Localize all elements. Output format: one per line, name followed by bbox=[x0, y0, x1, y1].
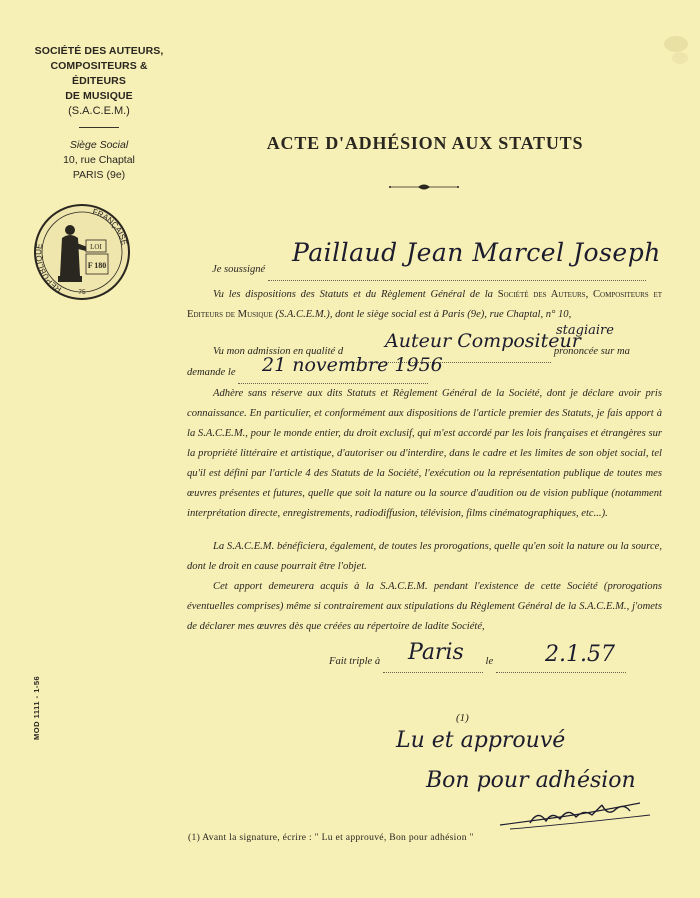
benefit-text: La S.A.C.E.M. bénéficiera, également, de toutes les prorogations, quelle qu'en soit la nature ou la source, dont le droit en cause pourrait être l'objet. bbox=[187, 541, 662, 572]
seal-right-text: FRANÇAISE bbox=[91, 207, 129, 247]
paragraph-dispositions bbox=[187, 285, 662, 325]
paper-stain bbox=[658, 30, 694, 70]
headquarters-label: Siège Social bbox=[69, 139, 129, 151]
paragraph-apport bbox=[187, 577, 662, 637]
title-ornament-icon bbox=[388, 182, 460, 192]
apport-text: Cet apport demeurera acquis à la S.A.C.E.M. pendant l'existence de cette Société (prorogations éventuelles comprises) même si contrairement aux stipulations du Règlement Général de la S.A.C.E.M., j'omets de déclarer mes œuvres dès que créées au répertoire de ladite Société, bbox=[187, 581, 662, 632]
handwritten-approval-2: Bon pour adhésion bbox=[426, 768, 636, 793]
headquarters-street: 10, rue Chaptal bbox=[63, 154, 135, 166]
seal-loi-text: LOI bbox=[90, 243, 102, 251]
admission-suffix: prononcée sur ma bbox=[553, 346, 630, 357]
handwritten-quality: Auteur Compositeur bbox=[385, 330, 581, 352]
headquarters-city: PARIS (9e) bbox=[72, 169, 126, 181]
undersigned-label: Je soussigné bbox=[212, 264, 266, 275]
handwritten-name: Paillaud Jean Marcel Joseph bbox=[292, 238, 661, 267]
seal-left-text: RÉPUBLIQUE bbox=[34, 242, 64, 295]
fait-label: Fait triple à bbox=[329, 656, 381, 667]
letterhead-divider bbox=[79, 127, 119, 128]
form-code: MOD 1111 - 1-56 bbox=[32, 675, 41, 740]
fiscal-stamp-seal bbox=[32, 202, 132, 302]
document-title: ACTE D'ADHÉSION AUX STATUTS bbox=[266, 133, 584, 153]
dispositions-text-a: Vu les dispositions des Statuts et du Règlement Général de la bbox=[213, 289, 493, 300]
organization-name: SOCIÉTÉ DES AUTEURS, COMPOSITEURS & ÉDITEURS DE MUSIQUE bbox=[34, 45, 164, 102]
organization-abbreviation: (S.A.C.E.M.) bbox=[68, 105, 130, 117]
dispositions-text-b: (S.A.C.E.M.), dont le siège social est à Paris (9e), rue Chaptal, n° 10, bbox=[275, 309, 572, 320]
paragraph-adhere bbox=[187, 384, 662, 524]
handwritten-demand-date: 21 novembre 1956 bbox=[262, 354, 443, 376]
handwritten-date: 2.1.57 bbox=[545, 642, 615, 667]
handwritten-place: Paris bbox=[408, 640, 464, 665]
admission-label: Vu mon admission en qualité d bbox=[213, 346, 344, 357]
handwritten-quality-extra: stagiaire bbox=[556, 323, 614, 338]
seal-number: 75 bbox=[78, 289, 86, 296]
handwritten-approval-1: Lu et approuvé bbox=[396, 728, 566, 753]
footnote: (1) Avant la signature, écrire : " Lu et approuvé, Bon pour adhésion " bbox=[188, 832, 474, 843]
society-full-name: Société des Auteurs, Compositeurs et Editeurs de Musique bbox=[187, 289, 662, 320]
seal-fee-text: F 180 bbox=[87, 261, 107, 270]
letterhead bbox=[24, 44, 174, 183]
signature-icon bbox=[490, 795, 660, 835]
demand-label: demande le bbox=[187, 367, 236, 378]
le-label: le bbox=[485, 656, 494, 667]
footnote-marker: (1) bbox=[456, 712, 469, 724]
adhere-text: Adhère sans réserve aux dits Statuts et Règlement Général de la Société, dont je déclare avoir pris connaissance. En particulier, et conformément aux dispositions de l'article premier des Statuts, je fais apport à la S.A.C.E.M., pour le monde entier, du droit exclusif, qui m'est accordé par les lois françaises et étrangères sur la propriété littéraire et artistique, d'autoriser ou d'interdire, dans le cadre et les limites de son objet social, tel qu'il est défini par l'article 4 des Statuts de la Société, l'exécution ou la représentation publique de toutes mes œuvres présentes et futures, quelle que soit la nature ou la source d'audition ou de vision publique (notamment interprétation directe, enregistrements, radiodiffusion, télévision, films cinématographiques, etc...). bbox=[187, 388, 662, 519]
paragraph-benefit bbox=[187, 537, 662, 577]
